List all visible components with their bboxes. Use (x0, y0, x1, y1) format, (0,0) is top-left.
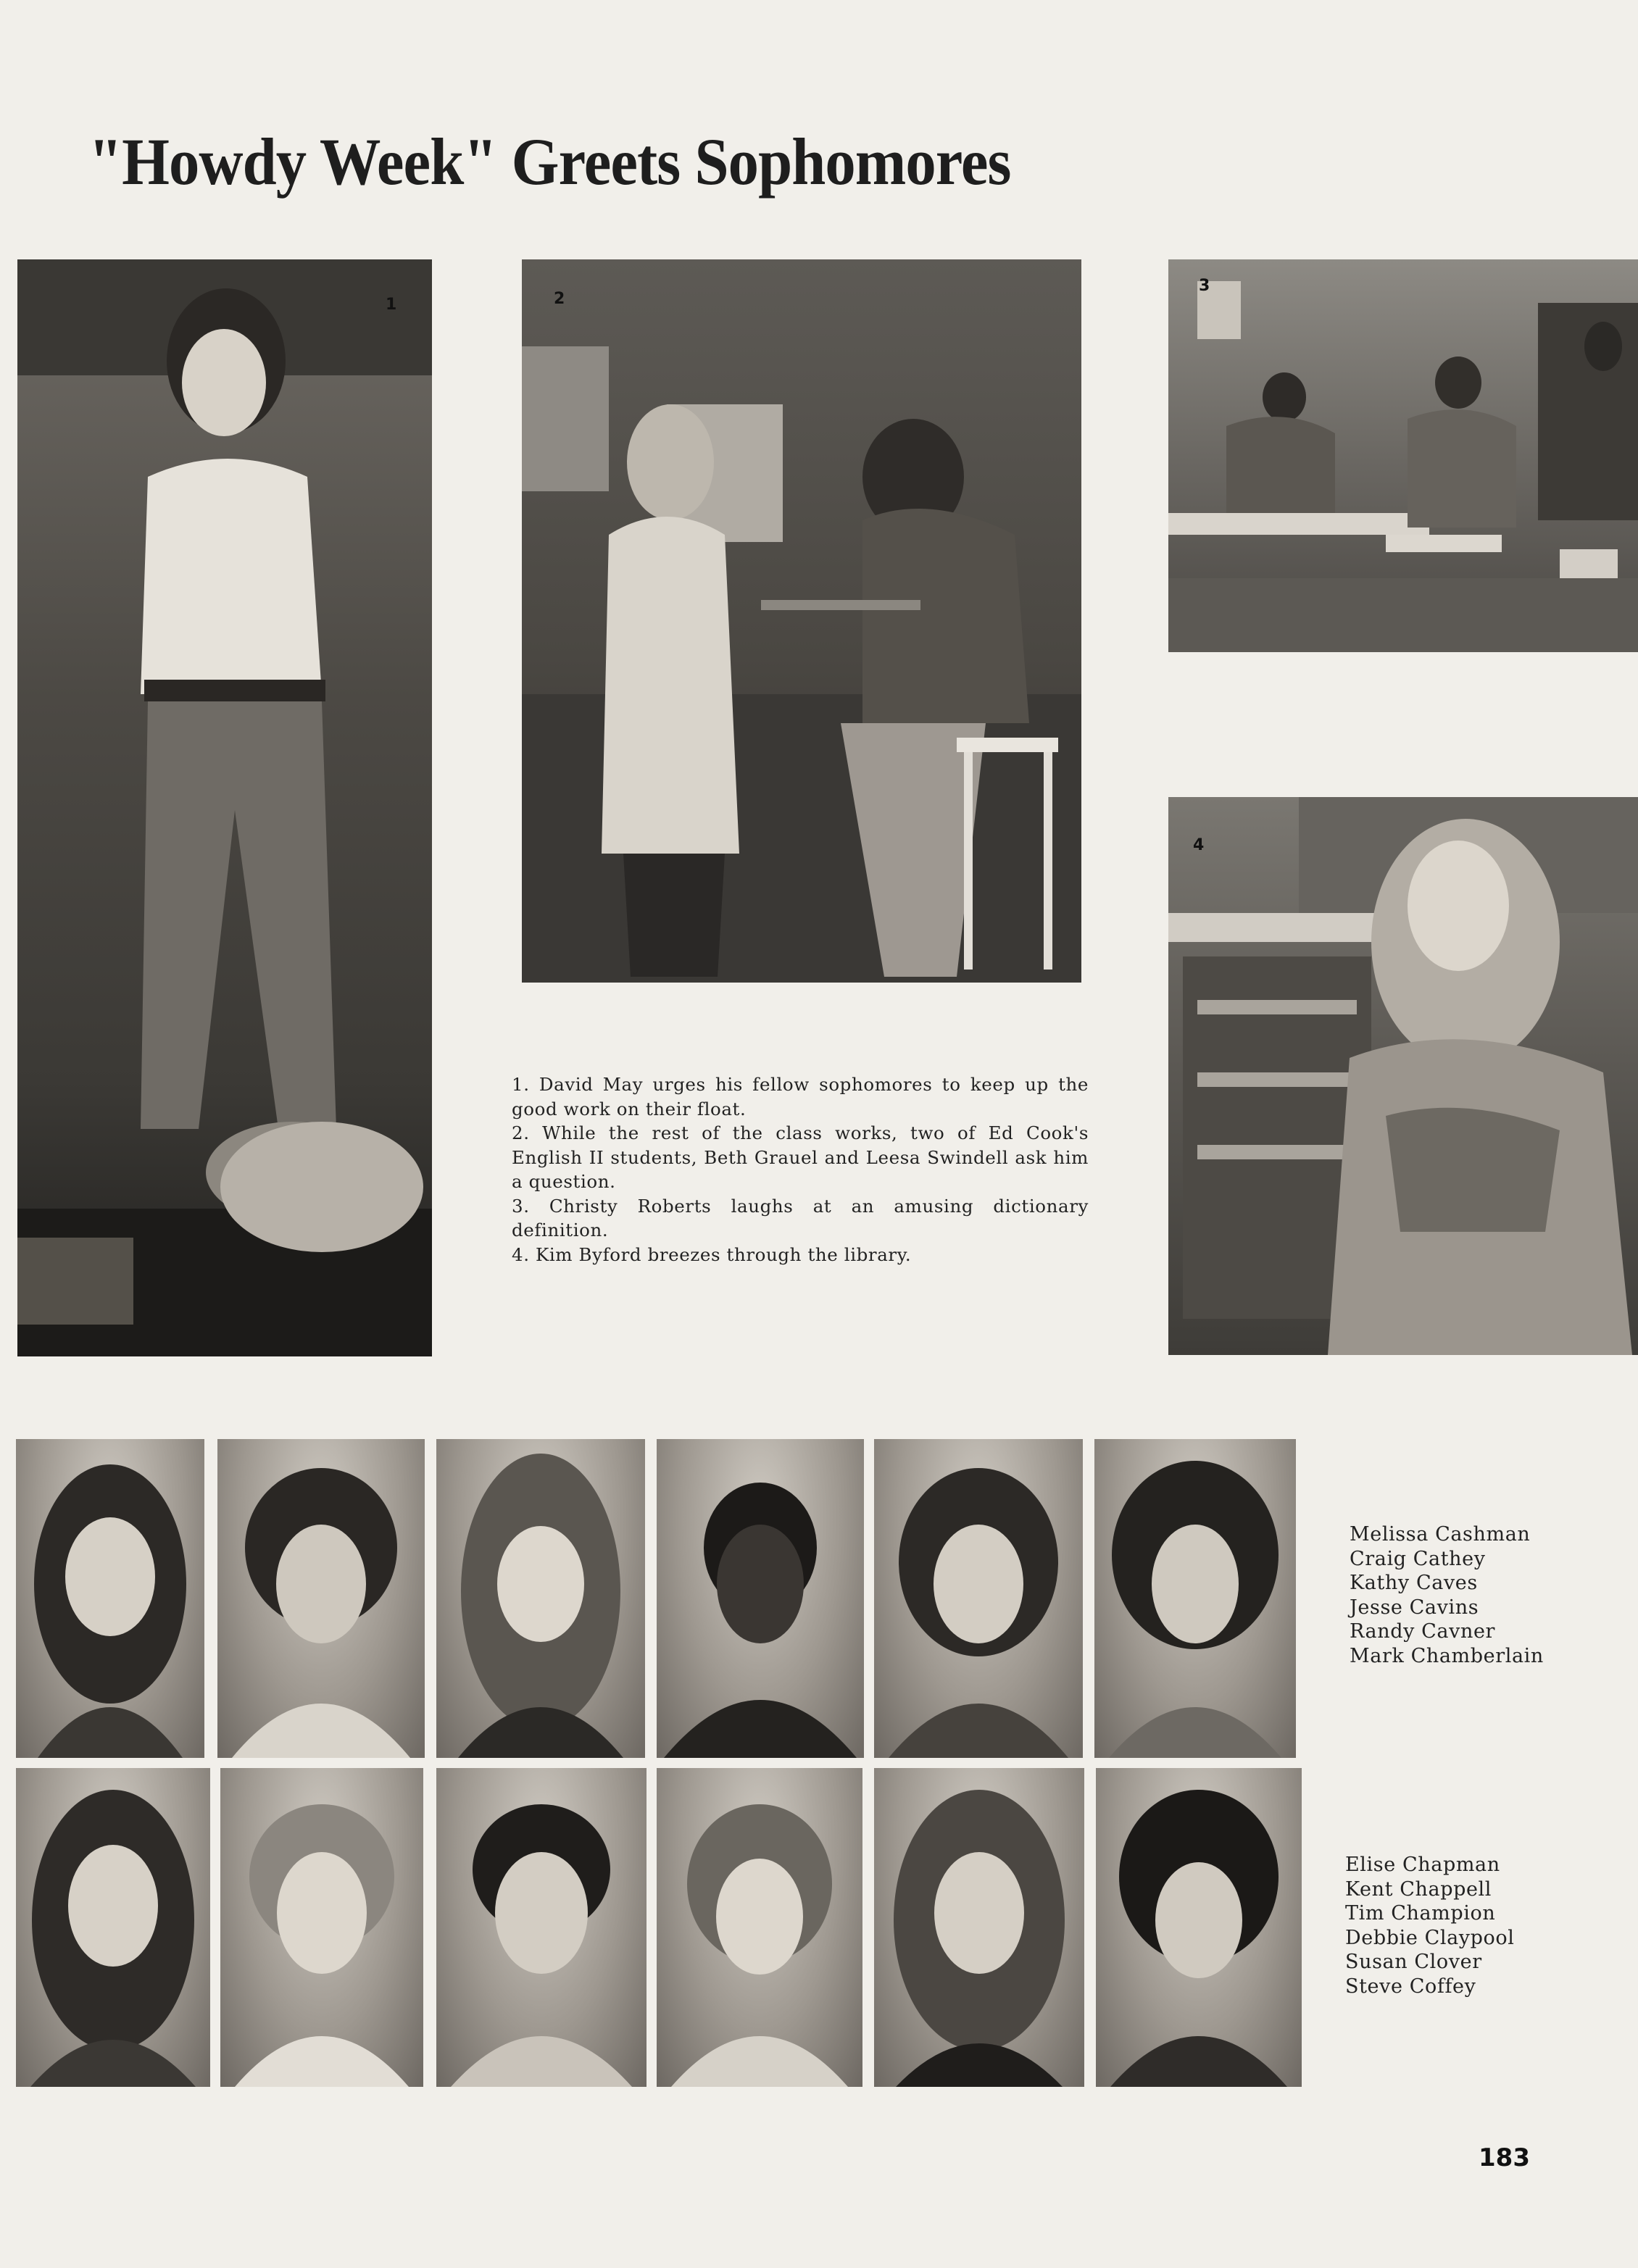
portrait-photo-icon (1094, 1439, 1296, 1758)
student-name: Tim Champion (1345, 1902, 1496, 1925)
photo-number: 3 (1199, 277, 1210, 295)
portrait (436, 1768, 647, 2087)
student-name: Kathy Caves (1350, 1572, 1478, 1594)
portrait (1094, 1439, 1296, 1758)
portrait (16, 1439, 204, 1758)
photo-3 (1168, 259, 1638, 652)
boy-on-stage-photo-icon (17, 259, 432, 1356)
student-name: Mark Chamberlain (1350, 1644, 1544, 1667)
library-desks-photo-icon (1168, 259, 1638, 652)
photo-number: 2 (554, 290, 565, 308)
student-name: Jesse Cavins (1350, 1596, 1479, 1619)
portrait-photo-icon (657, 1768, 862, 2087)
caption-4: 4. Kim Byford breezes through the library. (512, 1243, 912, 1265)
portrait-photo-icon (1096, 1768, 1302, 2087)
student-name: Randy Cavner (1350, 1620, 1496, 1643)
student-name: Debbie Claypool (1345, 1926, 1515, 1949)
photo-4 (1168, 797, 1638, 1355)
portrait-photo-icon (16, 1768, 210, 2087)
page-number: 183 (1479, 2143, 1530, 2172)
photo-captions (512, 1072, 1089, 1267)
portrait-photo-icon (436, 1768, 647, 2087)
girl-in-library-photo-icon (1168, 797, 1638, 1355)
student-name: Elise Chapman (1345, 1854, 1500, 1876)
classroom-students-photo-icon (522, 259, 1081, 983)
page-title: "Howdy Week" Greets Sophomores (88, 125, 1011, 199)
portrait (16, 1768, 210, 2087)
photo-2 (522, 259, 1081, 983)
student-name: Susan Clover (1345, 1951, 1482, 1973)
caption-1: 1. David May urges his fellow sophomores to keep up the good work on their float. (512, 1074, 1089, 1120)
portrait (874, 1768, 1084, 2087)
portrait-photo-icon (657, 1439, 864, 1758)
student-name: Craig Cathey (1350, 1547, 1486, 1570)
portrait-names-row-2 (1345, 1853, 1514, 1998)
caption-3: 3. Christy Roberts laughs at an amusing dictionary definition. (512, 1195, 1089, 1241)
portrait-names-row-1 (1350, 1522, 1544, 1668)
portrait-photo-icon (874, 1768, 1084, 2087)
portrait-photo-icon (220, 1768, 423, 2087)
portrait-photo-icon (874, 1439, 1083, 1758)
photo-number: 4 (1193, 836, 1205, 854)
portrait (657, 1768, 862, 2087)
portrait (220, 1768, 423, 2087)
portrait-photo-icon (436, 1439, 645, 1758)
photo-number: 1 (386, 296, 397, 314)
student-name: Kent Chappell (1345, 1877, 1492, 1901)
student-name: Steve Coffey (1345, 1975, 1476, 1998)
portrait (436, 1439, 645, 1758)
portrait (1096, 1768, 1302, 2087)
portrait (657, 1439, 864, 1758)
student-name: Melissa Cashman (1350, 1523, 1531, 1546)
portrait (874, 1439, 1083, 1758)
photo-1 (17, 259, 432, 1356)
portrait-photo-icon (16, 1439, 204, 1758)
portrait-photo-icon (217, 1439, 425, 1758)
portrait (217, 1439, 425, 1758)
caption-2: 2. While the rest of the class works, two of Ed Cook's English II students, Beth Grauel and Leesa Swindell ask him a question. (512, 1122, 1089, 1192)
